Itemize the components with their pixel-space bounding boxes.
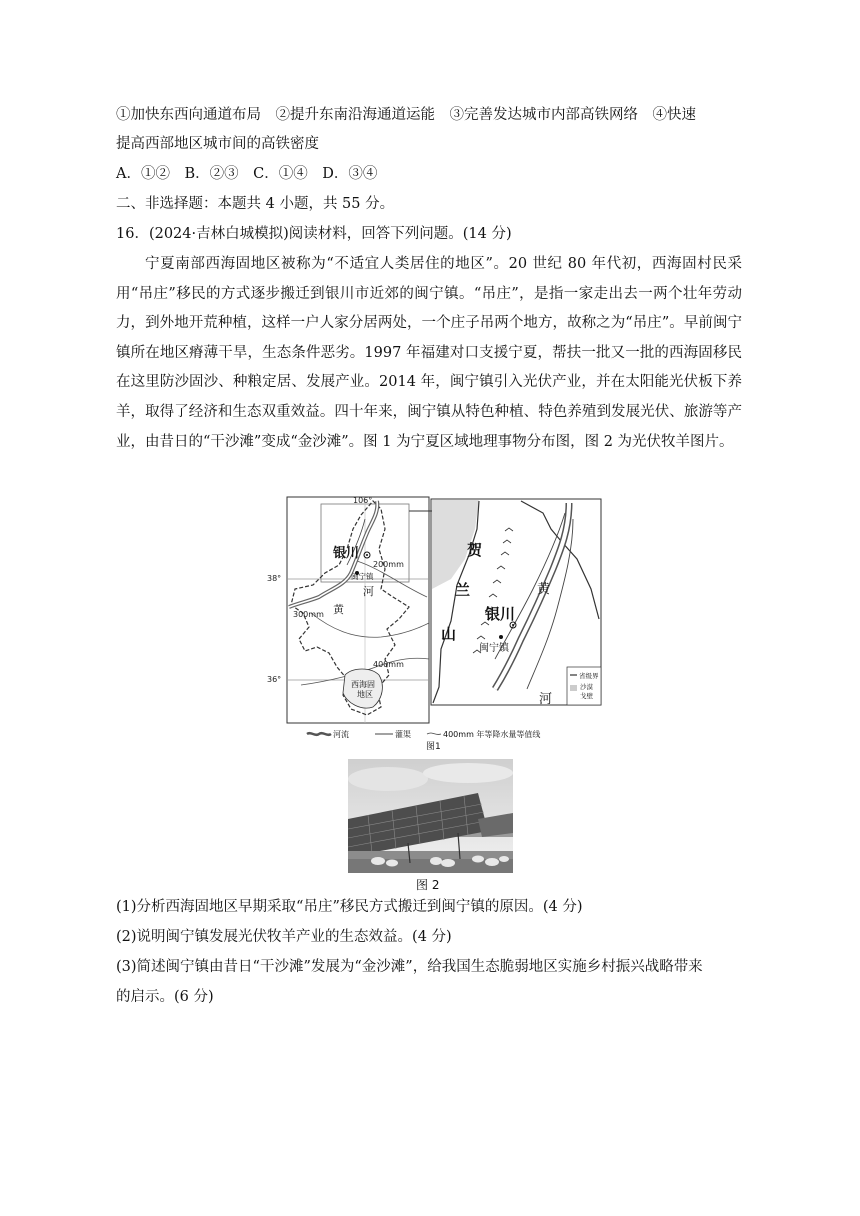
figure2-caption: 图 2 bbox=[416, 878, 440, 892]
inset-yinchuan-label: 银川 bbox=[485, 605, 516, 623]
figure1-caption: 图1 bbox=[426, 742, 441, 752]
sub-question-2: (2)说明闽宁镇发展光伏牧羊产业的生态效益。(4 分) bbox=[116, 929, 452, 945]
he-label: 河 bbox=[363, 585, 374, 598]
xihaigu-label-1: 西海固 bbox=[351, 680, 375, 689]
question-material: 宁夏南部西海固地区被称为“不适宜人类居住的地区”。20 世纪 80 年代初，西海固村民采用“吊庄”移民的方式逐步搬迁到银川市近郊的闽宁镇。“吊庄”，是指一家走出去一两个壮年劳动力，到外地开荒种植，这样一户人家分居两处，一个庄子吊两个地方，故称之为“吊庄”。早前闽宁镇所在地区瘠薄干旱，生态条件恶劣。1997 年福建对口支援宁夏，帮扶一批又一批的西海固移民在这里防沙固沙、种粮定居、发展产业。2014 年，闽宁镇引入光伏产业，并在太阳能光伏板下养羊，取得了经济和生态双重效益。四十年来，闽宁镇从特色种植、特色养殖到发展光伏、旅游等产业，由昔日的“干沙滩”变成“金沙滩”。图 1 为宁夏区域地理事物分布图，图 2 为光伏牧羊图片。 bbox=[116, 256, 742, 450]
legend-canal-label: 灌渠 bbox=[395, 730, 411, 739]
lat-38-label: 38° bbox=[267, 574, 282, 583]
xihaigu-label-2: 地区 bbox=[357, 690, 373, 699]
inset-minning-label: 闽宁镇 bbox=[479, 643, 509, 654]
legend-river-symbol bbox=[307, 733, 331, 735]
isohyet-300-label: 300mm bbox=[293, 610, 324, 619]
sub-question-3-line1: (3)简述闽宁镇由昔日“干沙滩”发展为“金沙滩”，给我国生态脆弱地区实施乡村振兴战略带来 bbox=[116, 959, 703, 975]
question-header: 16．(2024·吉林白城模拟)阅读材料，回答下列问题。(14 分) bbox=[116, 226, 512, 242]
yellow-river-inset bbox=[495, 503, 569, 689]
lat-36-label: 36° bbox=[267, 675, 282, 684]
yinchuan-label: 银川 bbox=[333, 546, 360, 561]
isohyet-200-label: 200mm bbox=[373, 560, 404, 569]
minning-label: 闽宁镇 bbox=[351, 572, 374, 581]
legend-isohyet-label: 400mm 年等降水量等值线 bbox=[443, 730, 541, 739]
figure1-map bbox=[267, 489, 611, 753]
sub-question-1: (1)分析西海固地区早期采取“吊庄”移民方式搬迁到闽宁镇的原因。(4 分) bbox=[116, 899, 583, 915]
helan-label-2: 兰 bbox=[455, 581, 471, 599]
inset-minning-marker bbox=[499, 635, 503, 639]
huang-label: 黄 bbox=[333, 603, 344, 616]
isohyet-300 bbox=[311, 613, 429, 637]
option-statements-line2: 提高西部地区城市间的高铁密度 bbox=[116, 136, 319, 152]
figure2-photo bbox=[348, 759, 513, 873]
legend-isohyet-symbol bbox=[427, 733, 441, 734]
helan-label-1: 贺 bbox=[467, 541, 483, 559]
lon-106-label: 106° bbox=[353, 496, 373, 505]
isohyet-400-label: 400mm bbox=[373, 660, 404, 669]
legend-desert-label-2: 戈壁 bbox=[580, 692, 593, 700]
answer-choices: A．①② B．②③ C．①④ D．③④ bbox=[116, 166, 378, 182]
section-heading: 二、非选择题：本题共 4 小题，共 55 分。 bbox=[116, 196, 395, 212]
legend-river-label: 河流 bbox=[333, 730, 349, 739]
helan-label-3: 山 bbox=[441, 625, 457, 643]
sub-question-3-line2: 的启示。(6 分) bbox=[116, 989, 214, 1005]
inset-he-label: 河 bbox=[539, 692, 553, 707]
legend-desert-swatch bbox=[570, 685, 577, 691]
legend-desert-label-1: 沙漠 bbox=[580, 683, 593, 691]
canal-inset-1 bbox=[495, 513, 565, 659]
option-statements-line1: ①加快东西向通道布局 ②提升东南沿海通道运能 ③完善发达城市内部高铁网络 ④快速 bbox=[116, 107, 696, 123]
inset-huang-label: 黄 bbox=[537, 582, 551, 597]
legend-boundary-label: 省级界 bbox=[579, 672, 599, 680]
